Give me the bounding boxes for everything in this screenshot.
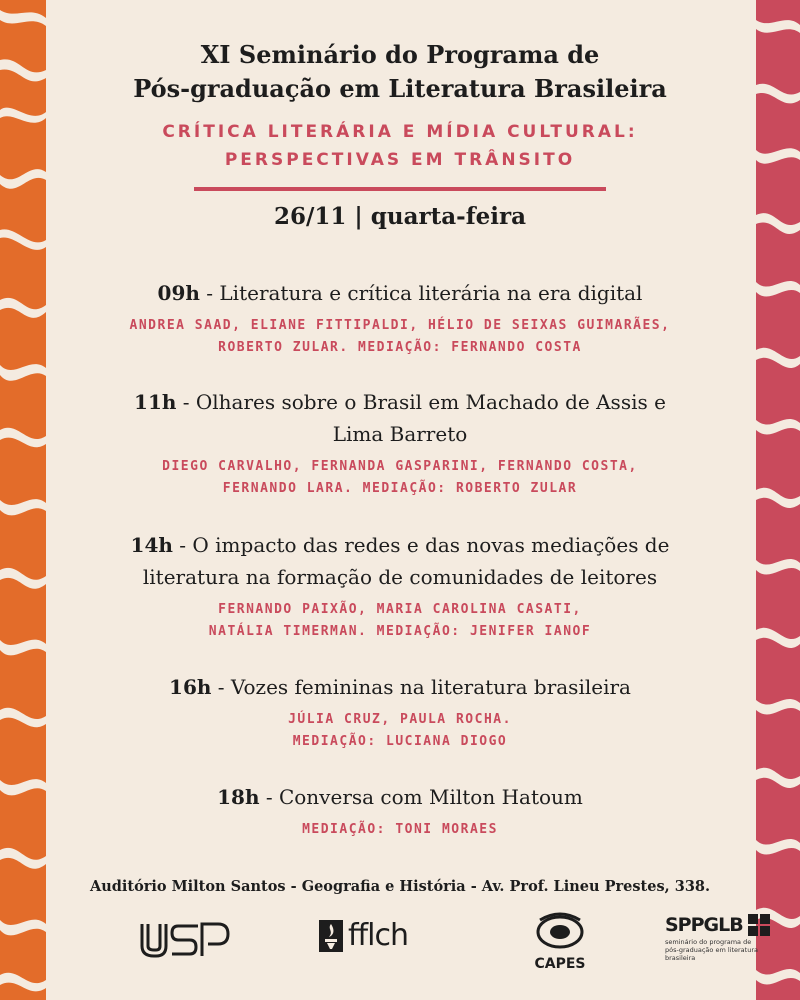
session-title — [60, 671, 740, 703]
left-stripe-pattern — [0, 0, 46, 1000]
subtitle-line-2: PERSPECTIVAS EM TRÂNSITO — [224, 150, 576, 170]
participants-line: ROBERTO ZULAR. MEDIAÇÃO: FERNANDO COSTA — [218, 340, 582, 355]
session-title-line: Lima Barreto — [332, 422, 468, 446]
divider-rule — [194, 187, 606, 191]
session-title-line: - Literatura e crítica literária na era digital — [206, 281, 643, 305]
title-line-1: XI Seminário do Programa de — [200, 40, 600, 69]
venue-address: Auditório Milton Santos - Geografia e História - Av. Prof. Lineu Prestes, 338. — [89, 878, 711, 895]
session-1600 — [60, 671, 740, 753]
sppglb-logo — [665, 914, 785, 962]
fflch-wordmark: fflch — [348, 918, 408, 953]
sppglb-description — [665, 938, 785, 962]
session-participants — [60, 315, 740, 359]
session-title-line: literatura na formação de comunidades de leitores — [142, 565, 658, 589]
session-0900 — [60, 277, 740, 359]
session-title — [60, 781, 740, 813]
session-title-line: - Conversa com Milton Hatoum — [265, 785, 583, 809]
title-line-2: Pós-graduação em Literatura Brasileira — [133, 74, 667, 103]
usp-logo — [138, 920, 232, 964]
participants-line: MEDIAÇÃO: LUCIANA DIOGO — [292, 734, 508, 749]
sppglb-wordmark: SPPGLB — [665, 914, 743, 936]
left-decorative-border — [0, 0, 46, 1000]
session-1100 — [60, 386, 740, 500]
session-time: 18h — [217, 785, 260, 809]
session-time: 11h — [134, 390, 177, 414]
sponsor-logos — [138, 910, 758, 980]
participants-line: FERNANDO LARA. MEDIAÇÃO: ROBERTO ZULAR — [222, 481, 578, 496]
event-date: 26/11 | quarta-feira — [274, 203, 526, 230]
capes-mark-icon — [534, 910, 586, 950]
session-participants — [60, 819, 740, 841]
right-decorative-border — [756, 0, 800, 1000]
session-1800 — [60, 781, 740, 841]
seminar-title — [60, 38, 740, 106]
session-title-line: - O impacto das redes e das novas mediações de — [179, 533, 670, 557]
seminar-subtitle — [60, 118, 740, 174]
fflch-torch-icon — [318, 919, 344, 953]
session-participants — [60, 709, 740, 753]
session-time: 09h — [157, 281, 200, 305]
subtitle-line-1: CRÍTICA LITERÁRIA E MÍDIA CULTURAL: — [162, 122, 638, 142]
session-title-line: - Olhares sobre o Brasil em Machado de Assis e — [182, 390, 666, 414]
fflch-logo — [318, 918, 408, 953]
session-participants — [60, 456, 740, 500]
session-time: 14h — [130, 533, 173, 557]
participants-line: JÚLIA CRUZ, PAULA ROCHA. — [288, 712, 512, 727]
session-title — [60, 386, 740, 450]
session-time: 16h — [169, 675, 212, 699]
participants-line: MEDIAÇÃO: TONI MORAES — [302, 822, 498, 837]
session-title — [60, 277, 740, 309]
capes-wordmark: CAPES — [534, 956, 586, 972]
usp-logo-mark — [138, 920, 232, 960]
participants-line: DIEGO CARVALHO, FERNANDA GASPARINI, FERNANDO COSTA, — [162, 459, 638, 474]
participants-line: ANDREA SAAD, ELIANE FITTIPALDI, HÉLIO DE SEIXAS GUIMARÃES, — [129, 318, 671, 333]
sppglb-desc-line: seminário do programa de — [665, 938, 752, 946]
session-1400 — [60, 529, 740, 643]
session-title — [60, 529, 740, 593]
participants-line: NATÁLIA TIMERMAN. MEDIAÇÃO: JENIFER IANOF — [208, 624, 592, 639]
sppglb-desc-line: pós-graduação em literatura brasileira — [665, 946, 758, 962]
session-title-line: - Vozes femininas na literatura brasileira — [217, 675, 631, 699]
participants-line: FERNANDO PAIXÃO, MARIA CAROLINA CASATI, — [218, 602, 582, 617]
capes-logo — [522, 910, 598, 972]
sppglb-grid-icon — [748, 914, 770, 936]
right-stripe-pattern — [756, 0, 800, 1000]
session-participants — [60, 599, 740, 643]
